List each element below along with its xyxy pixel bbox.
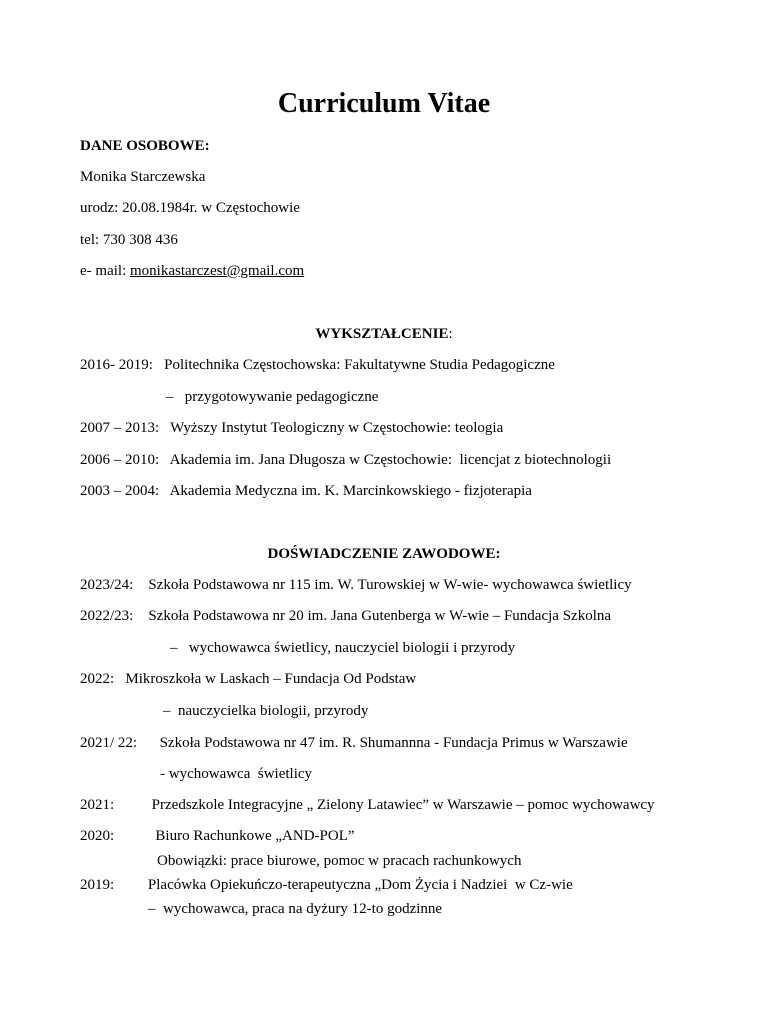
experience-heading: DOŚWIADCZENIE ZAWODOWE:	[267, 546, 501, 562]
experience-item: 2020: Biuro Rachunkowe „AND-POL”	[80, 828, 355, 844]
education-heading-text: WYKSZTAŁCENIE	[315, 326, 449, 342]
personal-heading: DANE OSOBOWE:	[80, 138, 210, 154]
experience-item: 2019: Placówka Opiekuńczo-terapeutyczna „Dom Życia i Nadziei w Cz-wie	[80, 877, 573, 893]
page-title: Curriculum Vitae	[277, 88, 491, 119]
experience-item: – wychowawca świetlicy, nauczyciel biologii i przyrody	[170, 640, 516, 656]
experience-item: – wychowawca, praca na dyżury 12-to godzinne	[148, 901, 443, 917]
email-link[interactable]: monikastarczest@gmail.com	[129, 263, 305, 279]
experience-item: 2021/ 22: Szkoła Podstawowa nr 47 im. R. Shumannna - Fundacja Primus w Warszawie	[80, 735, 628, 751]
personal-birth: urodz: 20.08.1984r. w Częstochowie	[80, 200, 300, 216]
experience-item: 2022/23: Szkoła Podstawowa nr 20 im. Jana Gutenberga w W-wie – Fundacja Szkolna	[80, 608, 612, 624]
experience-item: 2022: Mikroszkoła w Laskach – Fundacja Od Podstaw	[80, 671, 417, 687]
personal-tel: tel: 730 308 436	[80, 232, 178, 248]
email-label: e- mail:	[80, 263, 130, 279]
experience-item: 2023/24: Szkoła Podstawowa nr 115 im. W. Turowskiej w W-wie- wychowawca świetlicy	[80, 577, 632, 593]
education-item: 2003 – 2004: Akademia Medyczna im. K. Marcinkowskiego - fizjoterapia	[80, 483, 532, 499]
education-item: 2016- 2019: Politechnika Częstochowska: Fakultatywne Studia Pedagogiczne	[80, 357, 555, 373]
education-item: 2007 – 2013: Wyższy Instytut Teologiczny w Częstochowie: teologia	[80, 420, 504, 436]
education-item: 2006 – 2010: Akademia im. Jana Długosza w Częstochowie: licencjat z biotechnologii	[80, 452, 612, 468]
personal-email-row	[80, 262, 304, 280]
education-item: – przygotowywanie pedagogiczne	[166, 389, 379, 405]
education-heading-colon: :	[448, 326, 453, 342]
education-heading	[0, 325, 768, 343]
experience-item: – nauczycielka biologii, przyrody	[163, 703, 369, 719]
experience-item: 2021: Przedszkole Integracyjne „ Zielony Latawiec” w Warszawie – pomoc wychowawcy	[80, 797, 655, 813]
experience-item: - wychowawca świetlicy	[160, 766, 313, 782]
experience-item: Obowiązki: prace biurowe, pomoc w pracach rachunkowych	[157, 853, 522, 869]
personal-name: Monika Starczewska	[80, 169, 206, 185]
